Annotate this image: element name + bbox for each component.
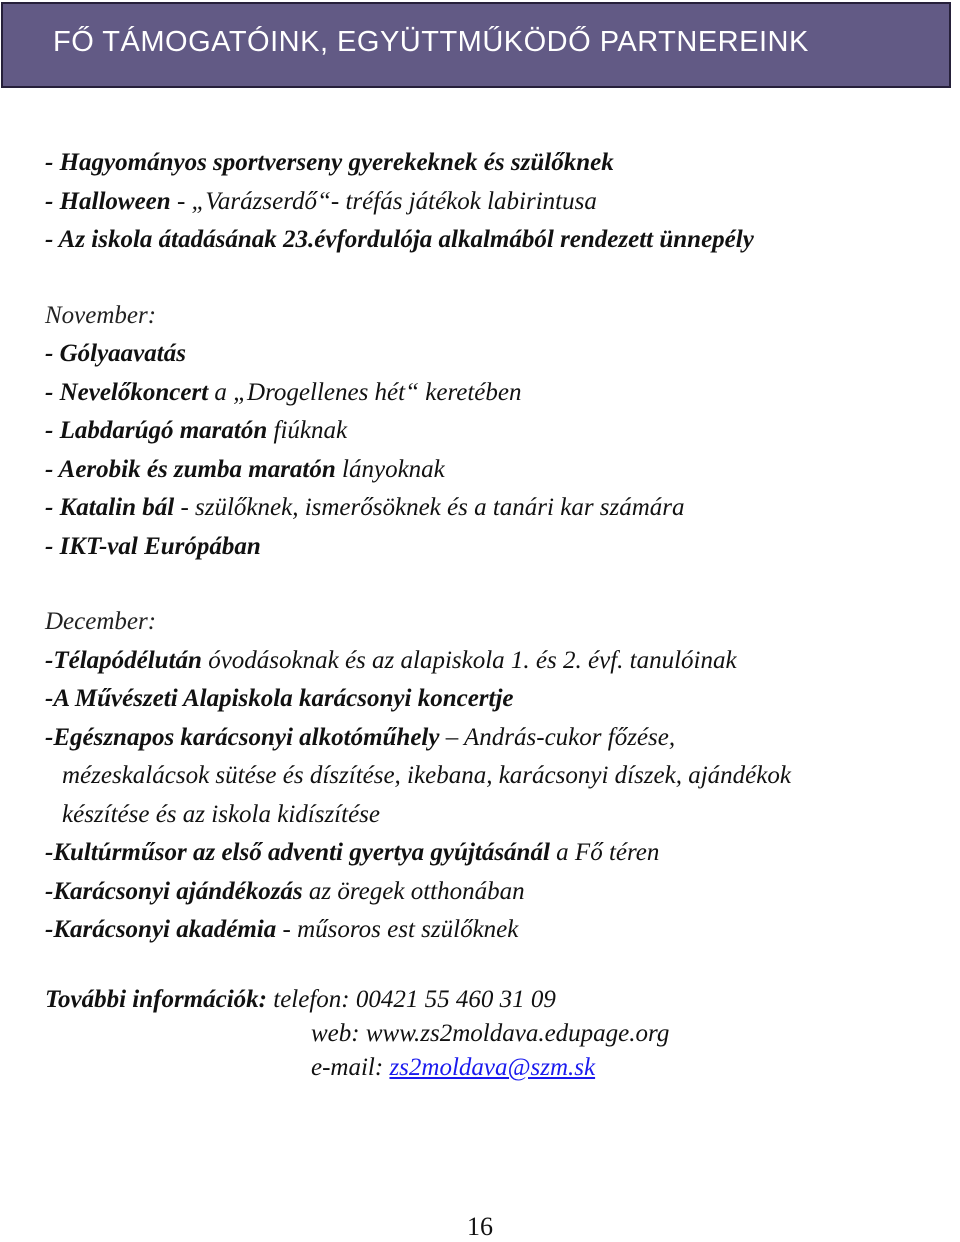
contact-info <box>45 983 945 1085</box>
list-item-title: - IKT-val Európában <box>45 532 261 560</box>
list-item <box>45 680 945 719</box>
list-item-detail: – András-cukor főzése, <box>439 723 676 751</box>
list-item-title: -Télapódélután <box>45 646 202 674</box>
list-item-title: - Hagyományos sportverseny gyerekeknek és szülőknek <box>45 149 614 176</box>
month-heading-december: December: <box>45 608 157 635</box>
list-item <box>45 757 945 796</box>
list-item <box>45 374 945 413</box>
list-item-title: - Az iskola átadásának 23.évfordulója alkalmából rendezett ünnepély <box>45 226 754 253</box>
contact-email-link[interactable]: zs2moldava@szm.sk <box>389 1053 596 1081</box>
contact-phone: telefon: 00421 55 460 31 09 <box>267 985 556 1013</box>
contact-web: web: www.zs2moldava.edupage.org <box>311 1019 670 1047</box>
list-item-title: - Halloween <box>45 187 171 215</box>
list-item-title: - Labdarúgó maratón <box>45 417 268 444</box>
list-item <box>45 183 945 222</box>
contact-email-prefix: e-mail: <box>311 1053 390 1081</box>
list-item <box>45 489 945 528</box>
page-title: FŐ TÁMOGATÓINK, EGYÜTTMŰKÖDŐ PARTNEREINK <box>53 26 809 58</box>
october-list <box>45 144 945 260</box>
list-item <box>45 221 945 260</box>
list-item <box>45 144 945 183</box>
list-item <box>45 642 945 681</box>
list-item <box>45 911 945 950</box>
list-item <box>45 335 945 374</box>
november-list <box>45 335 945 566</box>
december-list <box>45 642 945 950</box>
document-body <box>45 144 945 1085</box>
list-item-detail: a Fő téren <box>549 839 660 866</box>
page-number: 16 <box>467 1212 493 1241</box>
list-item-detail: a „Drogellenes hét“ keretében <box>208 378 522 406</box>
list-item-detail: - „Varázserdő“- tréfás játékok labirintusa <box>170 187 597 215</box>
list-item-title: -A Művészeti Alapiskola karácsonyi koncertje <box>45 685 514 712</box>
list-item-detail: fiúknak <box>267 417 348 444</box>
list-item <box>45 873 945 912</box>
list-item <box>45 528 945 567</box>
month-heading-november: November: <box>45 301 157 329</box>
list-item <box>45 451 945 490</box>
list-item-detail: - szülőknek, ismerősöknek és a tanári kar számára <box>174 494 685 521</box>
list-item-title: - Gólyaavatás <box>45 340 186 367</box>
list-item-title: - Nevelőkoncert <box>45 378 209 406</box>
list-item <box>45 796 945 835</box>
list-item-detail: lányoknak <box>335 455 445 483</box>
list-item-detail: az öregek otthonában <box>302 877 525 905</box>
contact-label: További információk: <box>45 985 267 1013</box>
list-item-title: -Egésznapos karácsonyi alkotóműhely <box>45 723 440 751</box>
list-item-title: -Kultúrműsor az első adventi gyertya gyújtásánál <box>45 839 550 866</box>
list-item-detail: mézeskalácsok sütése és díszítése, ikebana, karácsonyi díszek, ajándékok <box>62 762 791 789</box>
list-item-detail: óvodásoknak és az alapiskola 1. és 2. évf. tanulóinak <box>201 646 737 674</box>
list-item-title: -Karácsonyi ajándékozás <box>45 877 303 905</box>
header-banner <box>1 2 951 88</box>
list-item <box>45 412 945 451</box>
list-item <box>45 719 945 758</box>
list-item <box>45 834 945 873</box>
list-item-title: - Aerobik és zumba maratón <box>45 455 336 483</box>
contact-email-row <box>45 1051 945 1085</box>
list-item-title: - Katalin bál <box>45 494 175 521</box>
list-item-title: -Karácsonyi akadémia <box>45 916 277 943</box>
list-item-detail: - műsoros est szülőknek <box>276 916 519 943</box>
list-item-detail: készítése és az iskola kidíszítése <box>62 800 380 828</box>
